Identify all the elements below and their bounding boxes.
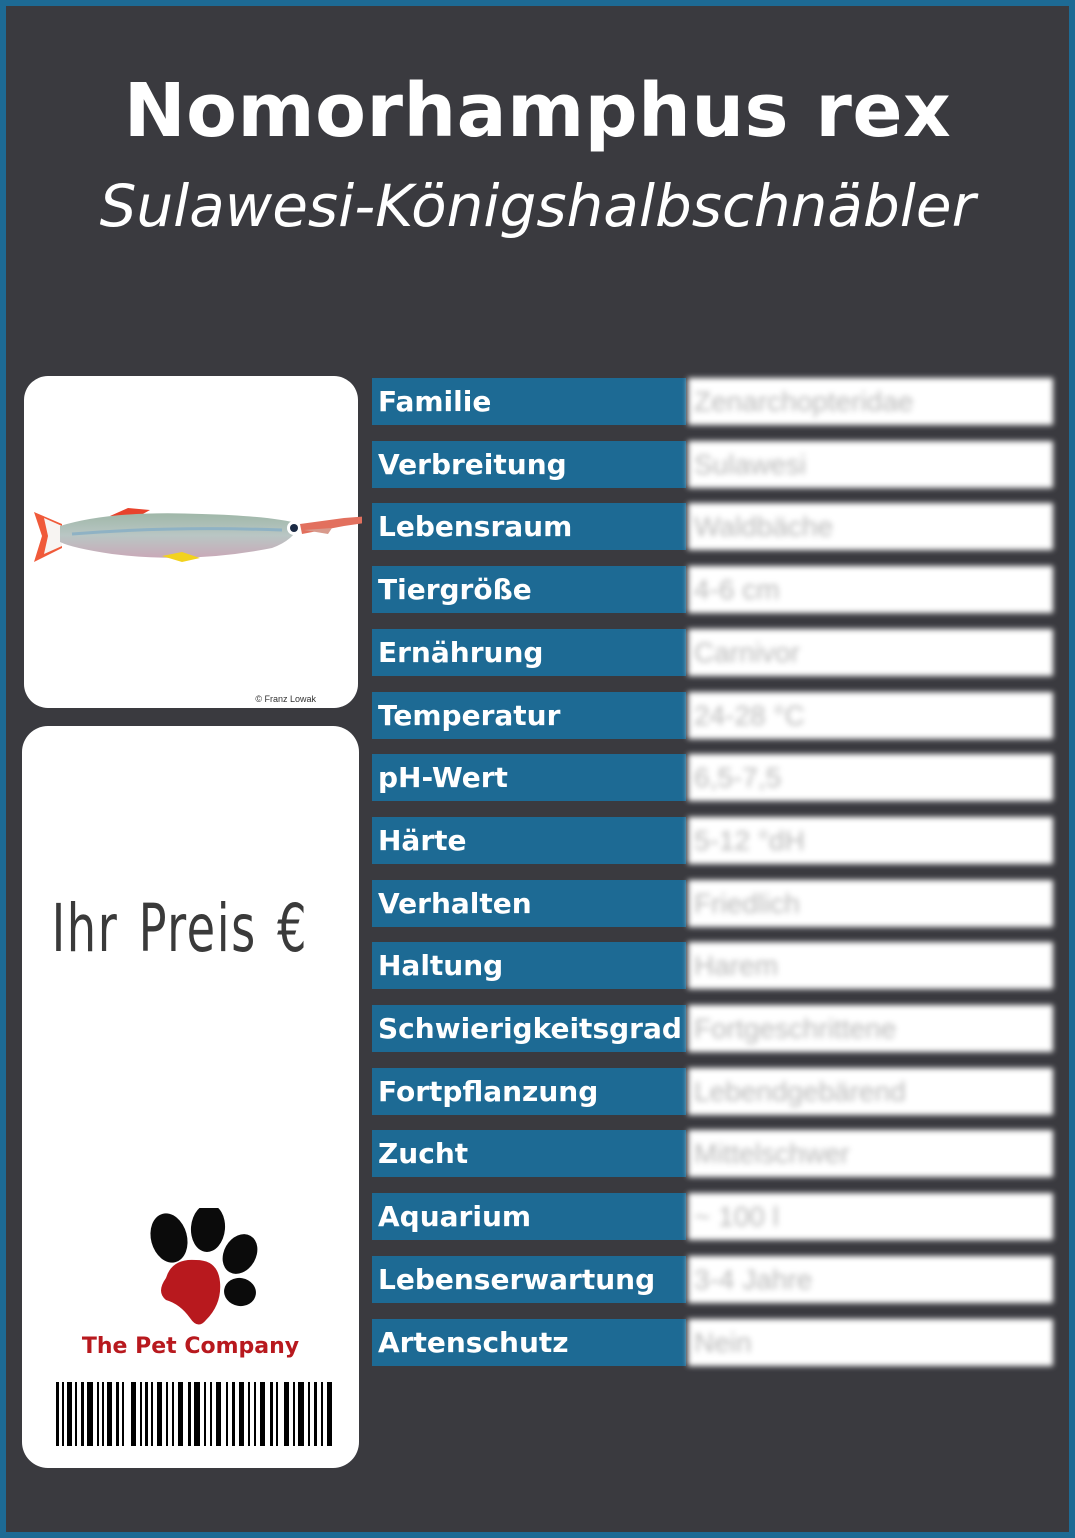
brand-name: The Pet Company bbox=[81, 1334, 300, 1359]
fact-value: 24-28 °C bbox=[688, 692, 1053, 739]
fact-label: Härte bbox=[372, 817, 686, 864]
fact-label: pH-Wert bbox=[372, 754, 686, 801]
fact-row bbox=[372, 817, 1053, 864]
fact-row bbox=[372, 1193, 1053, 1240]
species-title: Nomorhamphus rex bbox=[123, 68, 952, 154]
fact-label: Aquarium bbox=[372, 1193, 686, 1240]
fact-value: Waldbäche bbox=[688, 503, 1053, 550]
fact-value: Fortgeschrittene bbox=[688, 1005, 1053, 1052]
fact-value: 6,5-7,5 bbox=[688, 754, 1053, 801]
barcode-icon bbox=[56, 1382, 334, 1446]
fact-row bbox=[372, 1256, 1053, 1303]
fact-value: ~ 100 l bbox=[688, 1193, 1053, 1240]
fact-label: Verhalten bbox=[372, 880, 686, 927]
fact-label: Lebenserwartung bbox=[372, 1256, 686, 1303]
fact-row bbox=[372, 880, 1053, 927]
fact-label: Zucht bbox=[372, 1130, 686, 1177]
fact-label: Haltung bbox=[372, 942, 686, 989]
fact-row bbox=[372, 503, 1053, 550]
fact-row bbox=[372, 441, 1053, 488]
photo-credit: © Franz Lowak bbox=[255, 694, 316, 704]
fact-label: Schwierigkeitsgrad bbox=[372, 1005, 686, 1052]
fact-label: Temperatur bbox=[372, 692, 686, 739]
fact-value: Carnivor bbox=[688, 629, 1053, 676]
fact-row bbox=[372, 378, 1053, 425]
fact-row bbox=[372, 1130, 1053, 1177]
fact-value: Mittelschwer bbox=[688, 1130, 1053, 1177]
fact-value: 3-4 Jahre bbox=[688, 1256, 1053, 1303]
fact-value: Lebendgebärend bbox=[688, 1068, 1053, 1115]
fact-label: Fortpflanzung bbox=[372, 1068, 686, 1115]
fact-label: Familie bbox=[372, 378, 686, 425]
fact-row bbox=[372, 692, 1053, 739]
fact-value: Sulawesi bbox=[688, 441, 1053, 488]
fact-label: Ernährung bbox=[372, 629, 686, 676]
price-word-1: Ihr bbox=[51, 890, 119, 967]
fact-row bbox=[372, 629, 1053, 676]
fact-value: Nein bbox=[688, 1319, 1053, 1366]
fact-row bbox=[372, 942, 1053, 989]
fact-row bbox=[372, 1005, 1053, 1052]
fact-value: 5-12 °dH bbox=[688, 817, 1053, 864]
price-word-2: Preis bbox=[138, 890, 257, 967]
price-label bbox=[42, 890, 338, 967]
fact-value: Friedlich bbox=[688, 880, 1053, 927]
fact-row bbox=[372, 566, 1053, 613]
fish-photo bbox=[32, 496, 362, 576]
fact-value: 4-6 cm bbox=[688, 566, 1053, 613]
fact-row bbox=[372, 1319, 1053, 1366]
fact-value: Harem bbox=[688, 942, 1053, 989]
fact-label: Artenschutz bbox=[372, 1319, 686, 1366]
photo-panel bbox=[24, 376, 358, 708]
fact-label: Lebensraum bbox=[372, 503, 686, 550]
currency-symbol: € bbox=[277, 890, 309, 967]
fact-row bbox=[372, 1068, 1053, 1115]
fact-label: Verbreitung bbox=[372, 441, 686, 488]
species-common-name: Sulawesi-Königshalbschnäbler bbox=[99, 172, 976, 240]
fact-row bbox=[372, 754, 1053, 801]
paw-print-icon bbox=[136, 1208, 266, 1332]
fact-label: Tiergröße bbox=[372, 566, 686, 613]
fact-value: Zenarchopteridae bbox=[688, 378, 1053, 425]
